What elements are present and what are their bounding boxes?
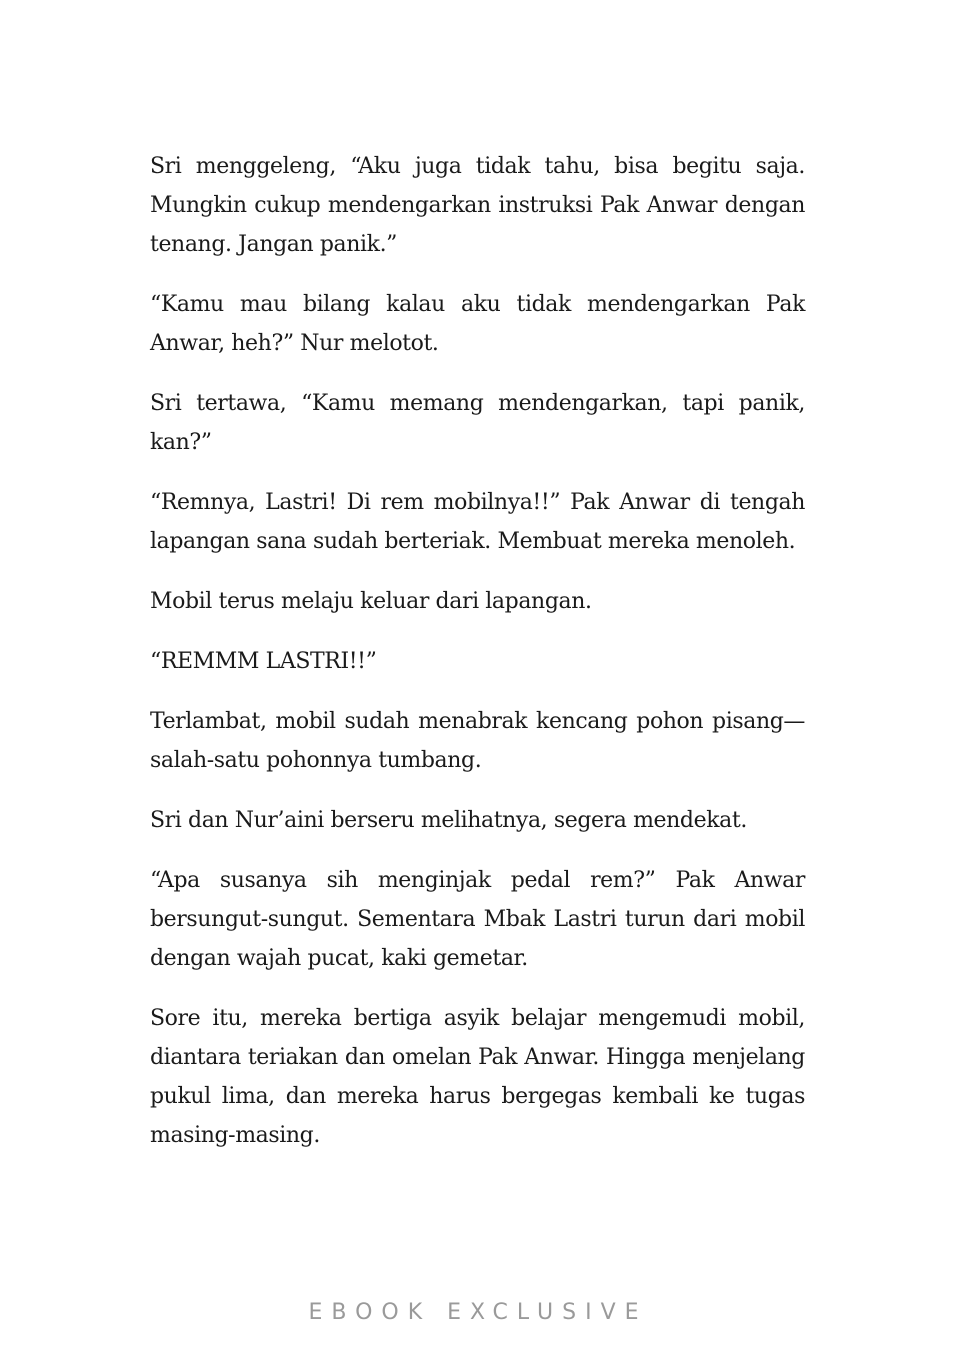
paragraph-7: Terlambat, mobil sudah menabrak kencang pohon pisang—salah-satu pohonnya tumbang. (150, 709, 805, 773)
paragraph-6: “REMMM LASTRI!!” (150, 649, 377, 674)
paragraph-9: “Apa susanya sih menginjak pedal rem?” Pak Anwar bersungut-sungut. Sementara Mbak Lastri turun dari mobil dengan wajah pucat, kaki gemetar. (150, 868, 805, 971)
paragraph-1: Sri menggeleng, “Aku juga tidak tahu, bisa begitu saja. Mungkin cukup mendengarkan instruksi Pak Anwar dengan tenang. Jangan panik.” (150, 154, 805, 257)
paragraph-4: “Remnya, Lastri! Di rem mobilnya!!” Pak Anwar di tengah lapangan sana sudah berteriak. Membuat mereka menoleh. (150, 490, 805, 554)
paragraph-2: “Kamu mau bilang kalau aku tidak mendengarkan Pak Anwar, heh?” Nur melotot. (150, 292, 805, 356)
paragraph-8: Sri dan Nur’aini berseru melihatnya, segera mendekat. (150, 808, 747, 833)
paragraph-5: Mobil terus melaju keluar dari lapangan. (150, 589, 592, 614)
story-text (150, 147, 805, 1176)
footer-label: EBOOK EXCLUSIVE (308, 1300, 648, 1325)
paragraph-10: Sore itu, mereka bertiga asyik belajar mengemudi mobil, diantara teriakan dan omelan Pak Anwar. Hingga menjelang pukul lima, dan mereka harus bergegas kembali ke tugas masing-masing. (150, 1006, 805, 1148)
paragraph-3: Sri tertawa, “Kamu memang mendengarkan, tapi panik, kan?” (150, 391, 805, 455)
